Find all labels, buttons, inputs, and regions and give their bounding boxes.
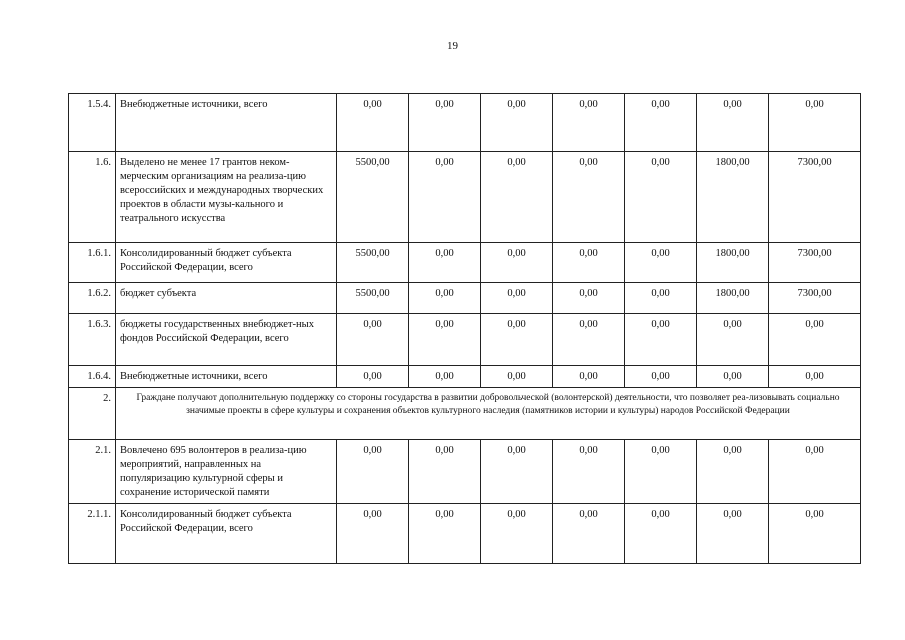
value-cell: 0,00 bbox=[409, 314, 481, 366]
value-cell: 0,00 bbox=[625, 283, 697, 314]
value-cell: 1800,00 bbox=[697, 152, 769, 243]
value-cell: 0,00 bbox=[409, 94, 481, 152]
value-cell: 0,00 bbox=[697, 504, 769, 564]
table-row bbox=[69, 243, 861, 283]
value-cell: 0,00 bbox=[553, 243, 625, 283]
value-cell: 0,00 bbox=[553, 283, 625, 314]
value-cell: 5500,00 bbox=[337, 152, 409, 243]
value-cell: 0,00 bbox=[697, 440, 769, 504]
value-cell: 0,00 bbox=[697, 94, 769, 152]
value-cell: 7300,00 bbox=[769, 152, 861, 243]
value-cell: 0,00 bbox=[409, 504, 481, 564]
value-cell: 0,00 bbox=[337, 366, 409, 388]
table-row bbox=[69, 152, 861, 243]
value-cell: 0,00 bbox=[553, 94, 625, 152]
row-description: бюджет субъекта bbox=[116, 283, 337, 314]
page-number: 19 bbox=[447, 40, 458, 52]
table-row bbox=[69, 283, 861, 314]
value-cell: 0,00 bbox=[625, 314, 697, 366]
value-cell: 0,00 bbox=[553, 366, 625, 388]
value-cell: 5500,00 bbox=[337, 283, 409, 314]
value-cell: 0,00 bbox=[625, 243, 697, 283]
value-cell: 0,00 bbox=[409, 152, 481, 243]
value-cell: 0,00 bbox=[481, 504, 553, 564]
row-number: 2.1.1. bbox=[69, 504, 116, 564]
value-cell: 7300,00 bbox=[769, 243, 861, 283]
value-cell: 0,00 bbox=[625, 366, 697, 388]
row-number: 2. bbox=[69, 388, 116, 440]
value-cell: 0,00 bbox=[625, 504, 697, 564]
row-description: Внебюджетные источники, всего bbox=[116, 366, 337, 388]
row-description: бюджеты государственных внебюджет-ных фондов Российской Федерации, всего bbox=[116, 314, 337, 366]
value-cell: 0,00 bbox=[337, 440, 409, 504]
value-cell: 0,00 bbox=[481, 243, 553, 283]
row-number: 1.6.3. bbox=[69, 314, 116, 366]
row-number: 1.6.2. bbox=[69, 283, 116, 314]
value-cell: 0,00 bbox=[769, 366, 861, 388]
row-number: 1.6. bbox=[69, 152, 116, 243]
value-cell: 0,00 bbox=[409, 243, 481, 283]
value-cell: 0,00 bbox=[769, 504, 861, 564]
value-cell: 0,00 bbox=[625, 440, 697, 504]
value-cell: 0,00 bbox=[553, 440, 625, 504]
value-cell: 0,00 bbox=[697, 366, 769, 388]
value-cell: 0,00 bbox=[337, 94, 409, 152]
row-number: 1.6.1. bbox=[69, 243, 116, 283]
value-cell: 0,00 bbox=[625, 94, 697, 152]
table-row bbox=[69, 504, 861, 564]
section-heading: Граждане получают дополнительную поддержку со стороны государства в развитии добровольческой (волонтерской) деятельности, что позволяет реа-лизовывать социально значимые проекты в сфере культуры и сохранения объектов культурного наследия (памятников истории и культуры) народов Российской Федерации bbox=[116, 388, 861, 440]
row-number: 1.6.4. bbox=[69, 366, 116, 388]
value-cell: 1800,00 bbox=[697, 283, 769, 314]
value-cell: 0,00 bbox=[409, 366, 481, 388]
row-number: 2.1. bbox=[69, 440, 116, 504]
row-description: Внебюджетные источники, всего bbox=[116, 94, 337, 152]
value-cell: 0,00 bbox=[697, 314, 769, 366]
row-number: 1.5.4. bbox=[69, 94, 116, 152]
row-description: Консолидированный бюджет субъекта Российской Федерации, всего bbox=[116, 504, 337, 564]
table-row bbox=[69, 314, 861, 366]
value-cell: 0,00 bbox=[553, 504, 625, 564]
table-row bbox=[69, 366, 861, 388]
value-cell: 0,00 bbox=[553, 314, 625, 366]
value-cell: 0,00 bbox=[409, 283, 481, 314]
value-cell: 0,00 bbox=[553, 152, 625, 243]
value-cell: 0,00 bbox=[481, 366, 553, 388]
value-cell: 0,00 bbox=[337, 504, 409, 564]
row-description: Вовлечено 695 волонтеров в реализа-цию мероприятий, направленных на популяризацию культурной сферы и сохранение исторической памяти bbox=[116, 440, 337, 504]
value-cell: 1800,00 bbox=[697, 243, 769, 283]
table-row bbox=[69, 94, 861, 152]
value-cell: 0,00 bbox=[481, 314, 553, 366]
value-cell: 0,00 bbox=[409, 440, 481, 504]
value-cell: 7300,00 bbox=[769, 283, 861, 314]
row-description: Выделено не менее 17 грантов неком-мерческим организациям на реализа-цию всероссийских и международных творческих проектов в области музы-кального и театрального искусства bbox=[116, 152, 337, 243]
table-row bbox=[69, 440, 861, 504]
value-cell: 5500,00 bbox=[337, 243, 409, 283]
value-cell: 0,00 bbox=[769, 440, 861, 504]
value-cell: 0,00 bbox=[769, 314, 861, 366]
value-cell: 0,00 bbox=[481, 94, 553, 152]
budget-table bbox=[68, 93, 861, 564]
value-cell: 0,00 bbox=[481, 152, 553, 243]
section-row bbox=[69, 388, 861, 440]
value-cell: 0,00 bbox=[481, 283, 553, 314]
value-cell: 0,00 bbox=[481, 440, 553, 504]
row-description: Консолидированный бюджет субъекта Российской Федерации, всего bbox=[116, 243, 337, 283]
value-cell: 0,00 bbox=[769, 94, 861, 152]
value-cell: 0,00 bbox=[337, 314, 409, 366]
value-cell: 0,00 bbox=[625, 152, 697, 243]
